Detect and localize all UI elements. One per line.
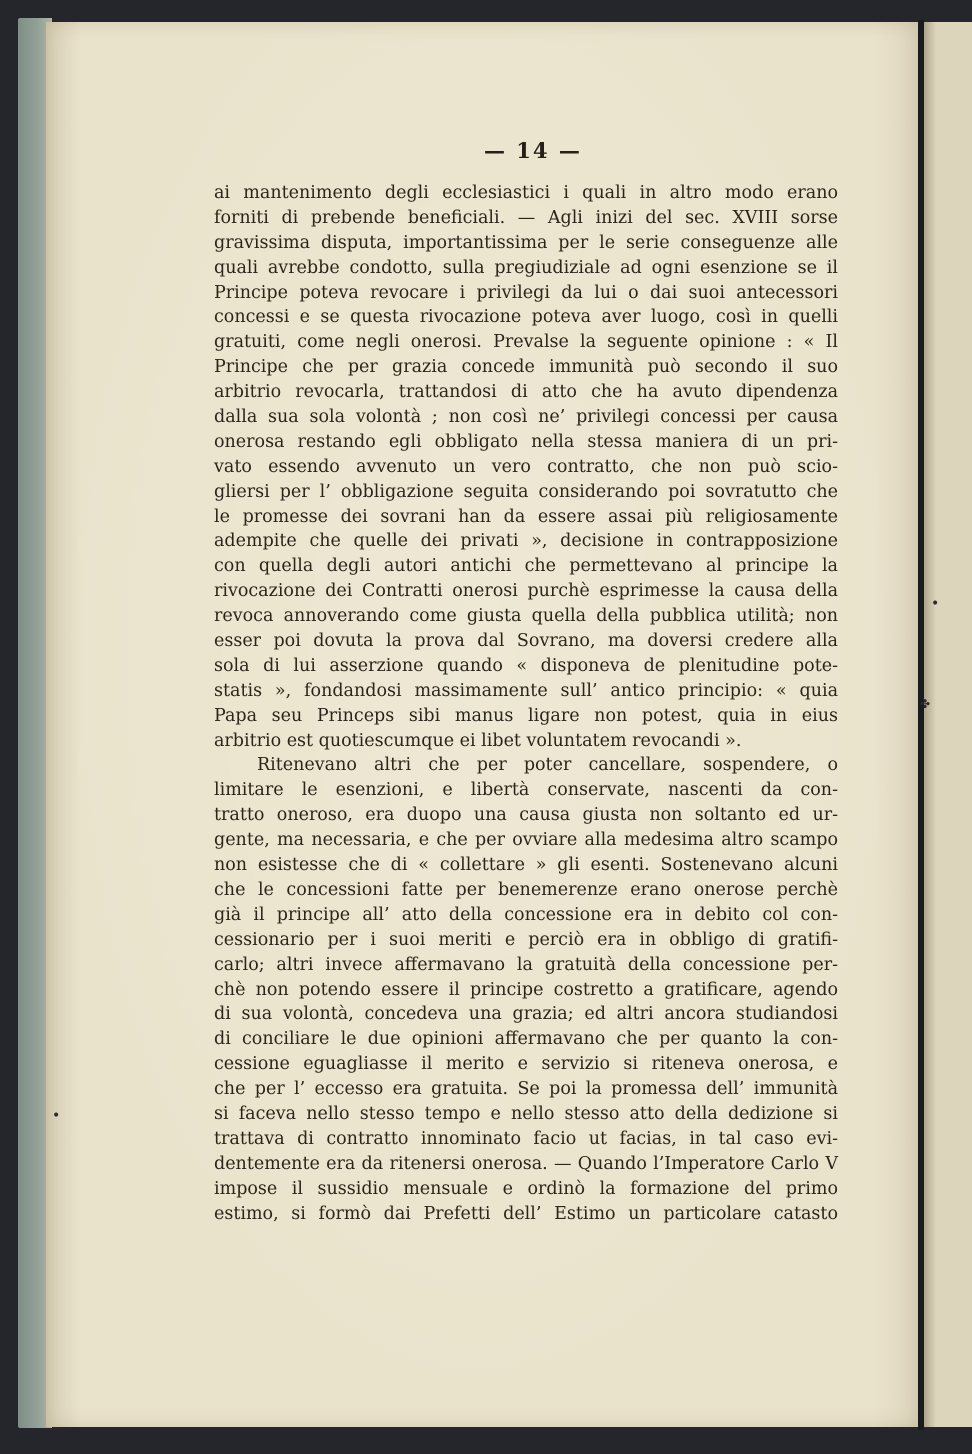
text-line: vato essendo avvenuto un vero contratto, che non può scio- xyxy=(214,456,838,477)
text-line: impose il sussidio mensuale e ordinò la formazione del primo xyxy=(214,1178,838,1199)
text-line: carlo; altri invece affermavano la gratuità della concessione per- xyxy=(214,954,838,975)
text-line: ai mantenimento degli ecclesiastici i quali in altro modo erano xyxy=(214,183,838,203)
text-line: gratuiti, come negli onerosi. Prevalse la seguente opinione : « Il xyxy=(214,332,838,353)
text-line: gente, ma necessaria, e che per ovviare alla medesima altro scampo xyxy=(214,830,838,851)
text-line: limitare le esenzioni, e libertà conservate, nascenti da con- xyxy=(214,780,838,801)
text-line: esser poi dovuta la prova dal Sovrano, ma doversi credere alla xyxy=(214,631,838,652)
text-line: revoca annoverando come giusta quella della pubblica utilità; non xyxy=(214,606,838,627)
text-line: adempite che quelle dei privati », decisione in contrapposizione xyxy=(214,531,838,552)
text-line: forniti di prebende beneficiali. — Agli inizi del sec. XVIII sorse xyxy=(214,207,838,228)
text-line: trattava di contratto innominato facio ut facias, in tal caso evi- xyxy=(214,1128,838,1149)
text-line: dentemente era da ritenersi onerosa. — Quando l’Imperatore Carlo V xyxy=(214,1153,838,1174)
text-line: onerosa restando egli obbligato nella stessa maniera di un pri- xyxy=(214,431,838,452)
text-line: si faceva nello stesso tempo e nello stesso atto della dedizione si xyxy=(214,1103,838,1124)
text-line: le promesse dei sovrani han da essere assai più religiosamente xyxy=(214,506,838,527)
body-text xyxy=(214,181,838,1226)
text-line: rivocazione dei Contratti onerosi purchè esprimesse la causa della xyxy=(214,581,838,602)
text-line: di conciliare le due opinioni affermavano che per quanto la con- xyxy=(214,1029,838,1050)
text-line: gravissima disputa, importantissima per le serie conseguenze alle xyxy=(214,232,838,253)
text-line: che per l’ eccesso era gratuita. Se poi la promessa dell’ immunità xyxy=(214,1079,838,1100)
text-line: statis », fondandosi massimamente sull’ antico principio: « quia xyxy=(214,680,838,701)
text-line: gliersi per l’ obbligazione seguita considerando poi sovratutto che xyxy=(214,481,838,502)
paragraph-end-line: arbitrio est quotiescumque ei libet voluntatem revocandi ». xyxy=(214,730,742,751)
margin-speck: • xyxy=(931,596,940,612)
text-line: tratto oneroso, era duopo una causa giusta non soltanto ed ur- xyxy=(214,805,838,826)
text-line: cessione eguagliasse il merito e servizio si riteneva onerosa, e xyxy=(214,1054,838,1075)
text-line: Principe poteva revocare i privilegi da lui o dai suoi antecessori xyxy=(214,282,838,303)
text-line: non esistesse che di « collettare » gli esenti. Sostenevano alcuni xyxy=(214,855,838,876)
text-line: Principe che per grazia concede immunità può secondo il suo xyxy=(214,357,838,378)
text-line: di sua volontà, concedeva una grazia; ed altri ancora studiandosi xyxy=(214,1004,838,1025)
margin-speck: • xyxy=(52,1108,61,1124)
text-line: arbitrio revocarla, trattandosi di atto che ha avuto dipendenza xyxy=(214,382,838,403)
facing-page-edge xyxy=(924,22,972,1427)
text-line: dalla sua sola volontà ; non così ne’ privilegi concessi per causa xyxy=(214,407,838,428)
text-line: che le concessioni fatte per benemerenze erano onerose perchè xyxy=(214,879,838,900)
text-line: cessionario per i suoi meriti e perciò era in obbligo di gratifi- xyxy=(214,929,838,950)
text-line: già il principe all’ atto della concessione era in debito col con- xyxy=(214,904,838,925)
text-line: con quella degli autori antichi che permettevano al principe la xyxy=(214,556,838,577)
text-line: concessi e se questa rivocazione poteva aver luogo, così in quelli xyxy=(214,307,838,328)
paragraph-start-line: Ritenevano altri che per poter cancellare, sospendere, o xyxy=(257,755,838,776)
text-line: sola di lui asserzione quando « disponeva de plenitudine pote- xyxy=(214,655,838,676)
text-line: quali avrebbe condotto, sulla pregiudiziale ad ogni esenzione se il xyxy=(214,257,838,278)
page-number: — 14 — xyxy=(484,138,582,163)
margin-speck: ✤ xyxy=(920,697,931,711)
text-line: Papa seu Princeps sibi manus ligare non potest, quia in eius xyxy=(214,705,838,726)
text-line: chè non potendo essere il principe costretto a gratificare, agendo xyxy=(214,979,838,1000)
text-line: estimo, si formò dai Prefetti dell’ Estimo un particolare catasto xyxy=(214,1203,838,1224)
